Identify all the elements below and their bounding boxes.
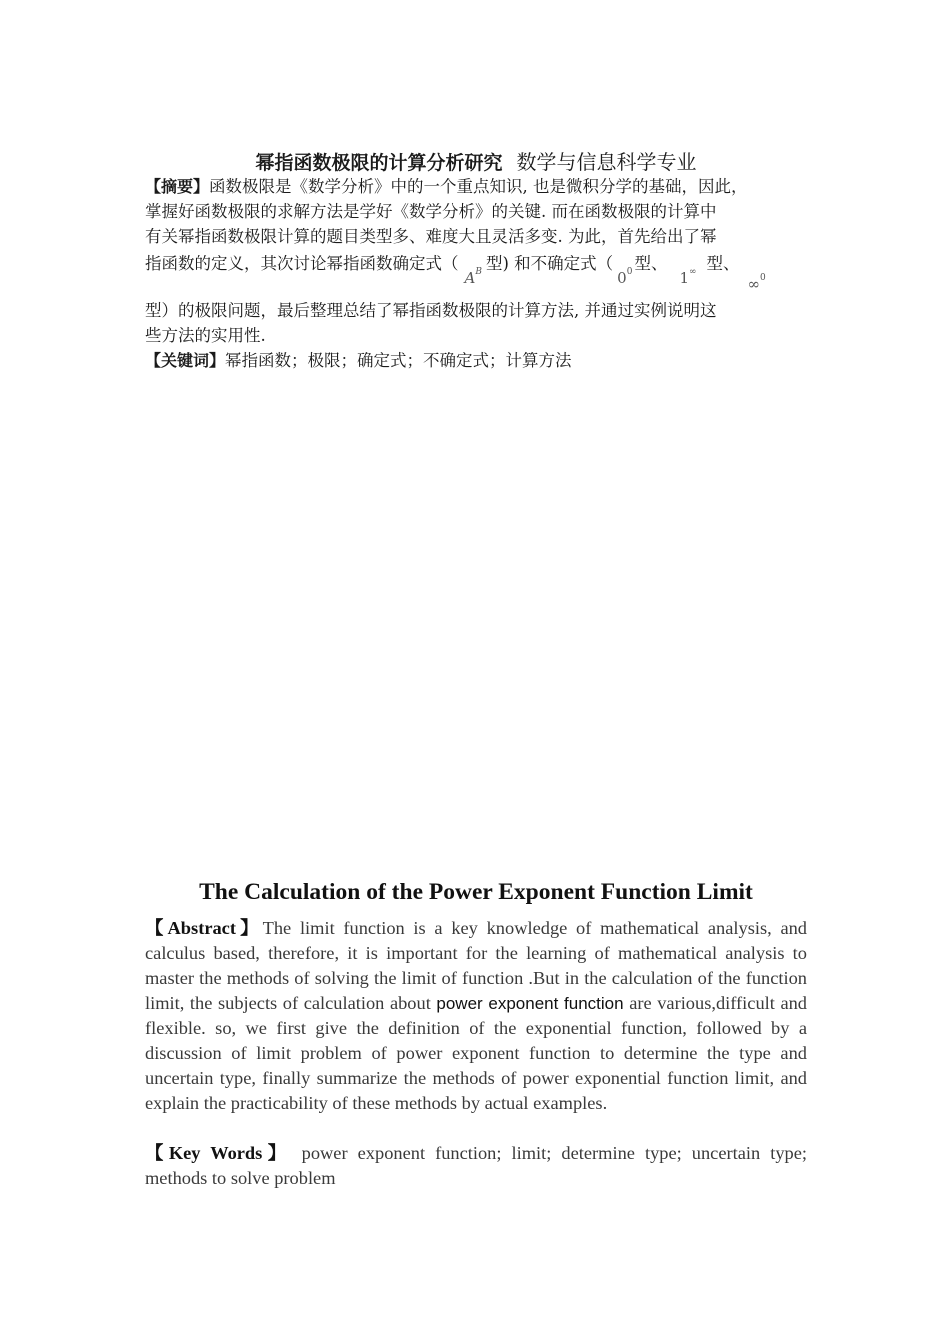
chinese-subtitle: 数学与信息科学专业 [516,150,697,174]
formula-a-b: $A^B$ [464,267,482,287]
chinese-abstract-line-5 [145,298,807,323]
chinese-abstract-text-9: 些方法的实用性. [145,326,266,345]
chinese-abstract-text-3: 有关幂指函数极限计算的题目类型多、难度大且灵活多变. 为此，首先给出了幂 [145,227,717,246]
chinese-abstract-text-1: 函数极限是《数学分析》中的一个重点知识, 也是微积分学的基础，因此， [209,177,748,196]
chinese-abstract-text-7: 型、 [706,254,740,273]
english-abstract [145,916,807,1116]
english-abstract-text-1: The limit function is a key knowledge of mathematical analysis, and calculus based, therefore, it is important for the learning of mathematical analysis to master the methods of solving the limit of function .But in the calculation of the function limit, the subjects of calculation about [145,918,807,1013]
chinese-abstract-line-1 [145,174,807,199]
chinese-abstract-text-2: 掌握好函数极限的求解方法是学好《数学分析》的关键. 而在函数极限的计算中 [145,202,717,221]
chinese-keywords-line [145,348,807,373]
english-abstract-text-2: are various,difficult and flexible. so, we first give the definition of the exponential function, followed by a discussion of limit problem of power exponent function to determine the type and uncertain type, finally summarize the methods of power exponential function limit, and explain the practicability of these methods by actual examples. [145,993,807,1113]
english-keywords: power exponent function; limit; determine type; uncertain type; methods to solve problem [145,1143,808,1188]
chinese-abstract-text-6: 型、 [634,254,668,273]
formula-one-infinity: 1∞ [679,267,697,287]
chinese-title: 幂指函数极限的计算分析研究 [255,152,503,174]
chinese-keywords-label: 【关键词】 [145,351,226,370]
english-keywords-line [145,1141,807,1191]
english-abstract-highlight: power exponent function [436,994,624,1013]
english-abstract-label: 【Abstract】 [145,918,263,938]
chinese-abstract-line-3 [145,224,807,249]
chinese-abstract-text-4: 指函数的定义，其次讨论幂指函数确定式（ [145,254,459,273]
chinese-abstract-label: 【摘要】 [145,177,210,196]
formula-zero-zero: $0^0$ [617,267,633,287]
chinese-abstract-line-4 [145,249,807,293]
chinese-keywords: 幂指函数；极限；确定式；不确定式；计算方法 [225,351,572,370]
chinese-abstract-text-8: 型）的极限问题，最后整理总结了幂指函数极限的计算方法, 并通过实例说明这 [145,301,717,320]
english-keywords-label: 【Key Words】 [145,1143,292,1163]
english-title: The Calculation of the Power Exponent Function Limit [199,879,753,905]
chinese-abstract-line-2 [145,199,807,224]
chinese-abstract-line-6 [145,323,807,348]
formula-infinity-zero: ∞$^0$ [747,273,766,293]
chinese-abstract-text-5: 型) 和不确定式（ [485,254,614,273]
chinese-title-line [145,148,807,177]
